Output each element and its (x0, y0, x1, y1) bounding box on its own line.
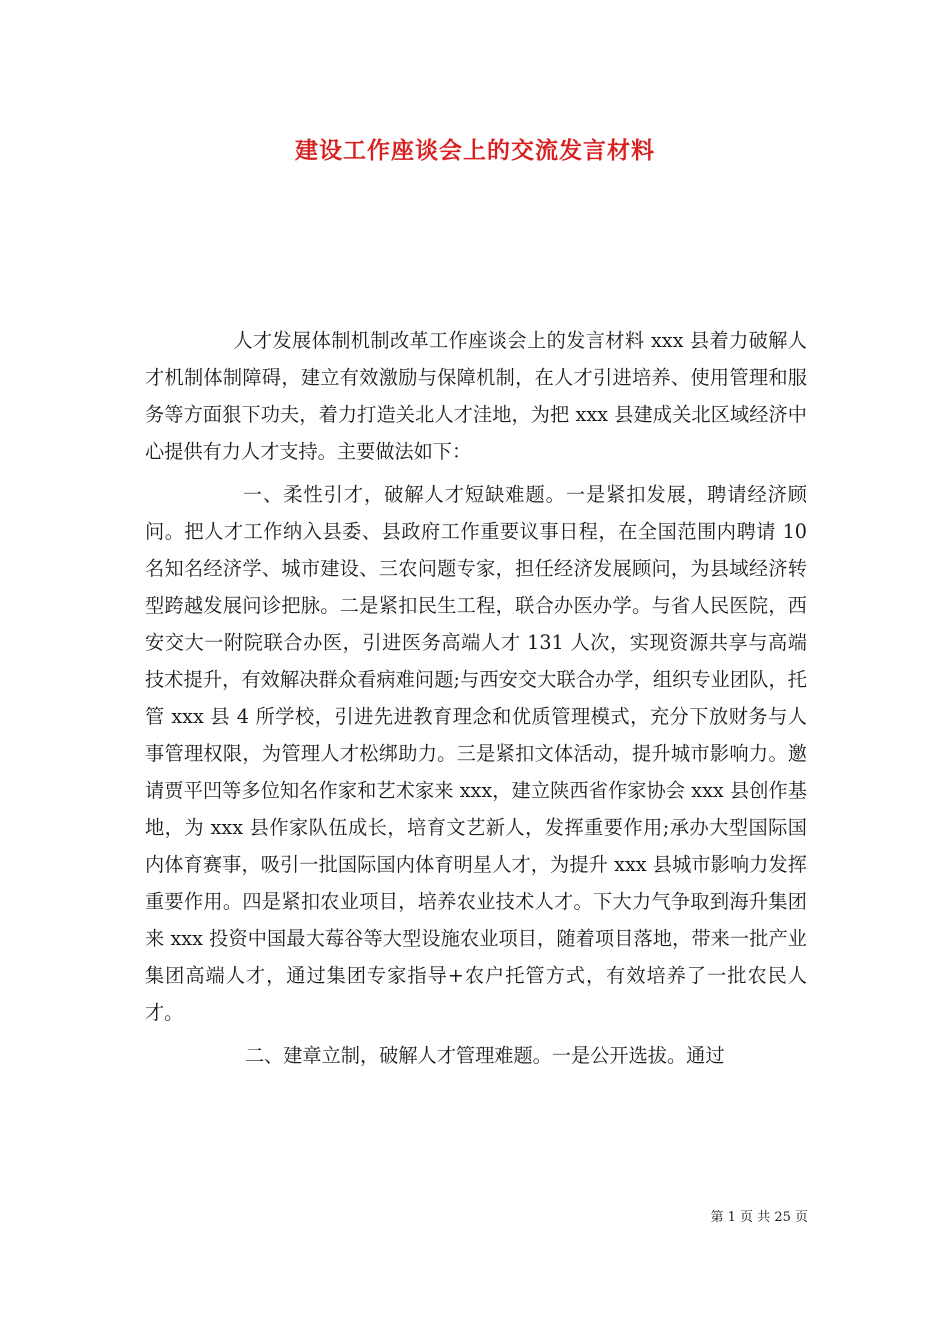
paragraph-intro: 人才发展体制机制改革工作座谈会上的发言材料 xxx 县着力破解人才机制体制障碍，建立有效激励与保障机制，在人才引进培养、使用管理和服务等方面狠下功夫，着力打造关北人才洼地，为把 xxx 县建成关北区域经济中心提供有力人才支持。主要做法如下： (145, 329, 807, 463)
paragraph-section-2: 二、建章立制，破解人才管理难题。一是公开选拔。通过 (244, 1044, 725, 1067)
page-number: 第 1 页 共 25 页 (710, 1210, 808, 1225)
paragraph-section-1: 一、柔性引才，破解人才短缺难题。一是紧扣发展，聘请经济顾问。把人才工作纳入县委、县政府工作重要议事日程，在全国范围内聘请 10 名知名经济学、城市建设、三农问题专家，担任经济发展顾问，为县域经济转型跨越发展问诊把脉。二是紧扣民生工程，联合办医办学。与省人民医院，西安交大一附院联合办医，引进医务高端人才 131 人次，实现资源共享与高端技术提升，有效解决群众看病难问题;与西安交大联合办学，组织专业团队，托管 xxx 县 4 所学校，引进先进教育理念和优质管理模式，充分下放财务与人事管理权限，为管理人才松绑助力。三是紧扣文体活动，提升城市影响力。邀请贾平凹等多位知名作家和艺术家来 xxx，建立陕西省作家协会 xxx 县创作基地，为 xxx 县作家队伍成长，培育文艺新人，发挥重要作用;承办大型国际国内体育赛事，吸引一批国际国内体育明星人才，为提升 xxx 县城市影响力发挥重要作用。四是紧扣农业项目，培养农业技术人才。下大力气争取到海升集团来 xxx 投资中国最大莓谷等大型设施农业项目，随着项目落地，带来一批产业集团高端人才，通过集团专家指导+农户托管方式，有效培养了一批农民人才。 (145, 483, 807, 1024)
document-body (145, 322, 807, 1074)
document-title: 建设工作座谈会上的交流发言材料 (295, 137, 655, 164)
